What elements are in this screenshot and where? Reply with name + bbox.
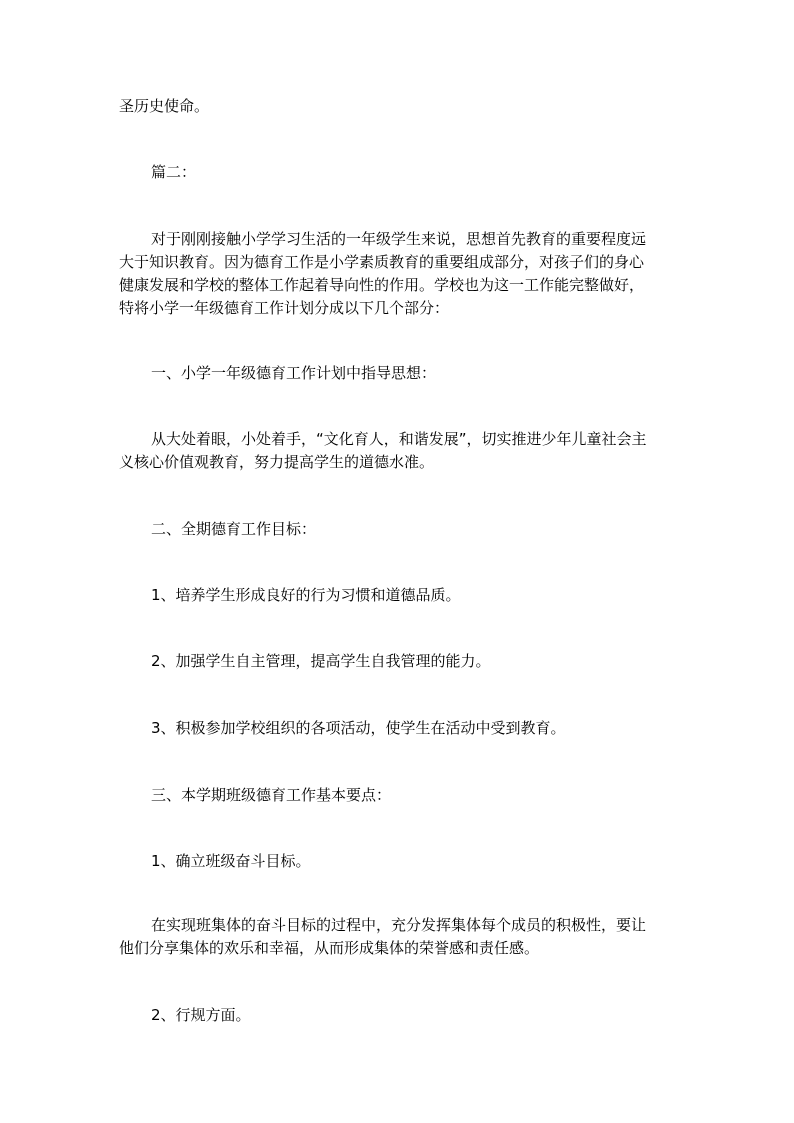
paragraph-intro <box>119 228 679 320</box>
goal-item-3 <box>119 717 679 740</box>
paragraph-class-goal <box>119 914 679 960</box>
goal-item-1 <box>119 584 679 607</box>
text-line: 1、培养学生形成良好的行为习惯和道德品质。 <box>151 586 461 604</box>
key-point-1 <box>119 850 679 873</box>
key-point-2 <box>119 1004 679 1027</box>
paragraph-guiding-ideology <box>119 428 679 474</box>
section-label-part-two <box>119 161 679 184</box>
text-line: 二、全期德育工作目标： <box>151 520 317 538</box>
heading-goals <box>119 518 679 541</box>
text-line: 一、小学一年级德育工作计划中指导思想： <box>151 364 437 382</box>
heading-guiding-ideology <box>119 362 679 385</box>
text-line: 三、本学期班级德育工作基本要点： <box>151 786 392 804</box>
text-line: 2、加强学生自主管理，提高学生自我管理的能力。 <box>151 652 491 670</box>
goal-item-2 <box>119 650 679 673</box>
text-line: 在实现班集体的奋斗目标的过程中，充分发挥集体每个成员的积极性，要让 <box>151 916 647 934</box>
heading-key-points <box>119 784 679 807</box>
text-line: 特将小学一年级德育工作计划分成以下几个部分： <box>119 299 450 317</box>
text-line: 大于知识教育。因为德育工作是小学素质教育的重要组成部分，对孩子们的身心 <box>119 253 645 271</box>
text-line: 对于刚刚接触小学学习生活的一年级学生来说，思想首先教育的重要程度远 <box>151 230 647 248</box>
text-line: 健康发展和学校的整体工作起着导向性的作用。学校也为这一工作能完整做好， <box>119 276 645 294</box>
text-line: 义核心价值观教育，努力提高学生的道德水准。 <box>119 453 435 471</box>
text-line: 3、积极参加学校组织的各项活动，使学生在活动中受到教育。 <box>151 719 566 737</box>
text-line: 篇二： <box>151 163 197 181</box>
text-line: 2、行规方面。 <box>151 1006 251 1024</box>
paragraph-closing <box>119 95 679 118</box>
text-line: 圣历史使命。 <box>119 97 210 115</box>
text-line: 他们分享集体的欢乐和幸福，从而形成集体的荣誉感和责任感。 <box>119 939 540 957</box>
text-line: 从大处着眼，小处着手，“文化育人，和谐发展”，切实推进少年儿童社会主 <box>151 430 647 448</box>
text-line: 1、确立班级奋斗目标。 <box>151 852 311 870</box>
